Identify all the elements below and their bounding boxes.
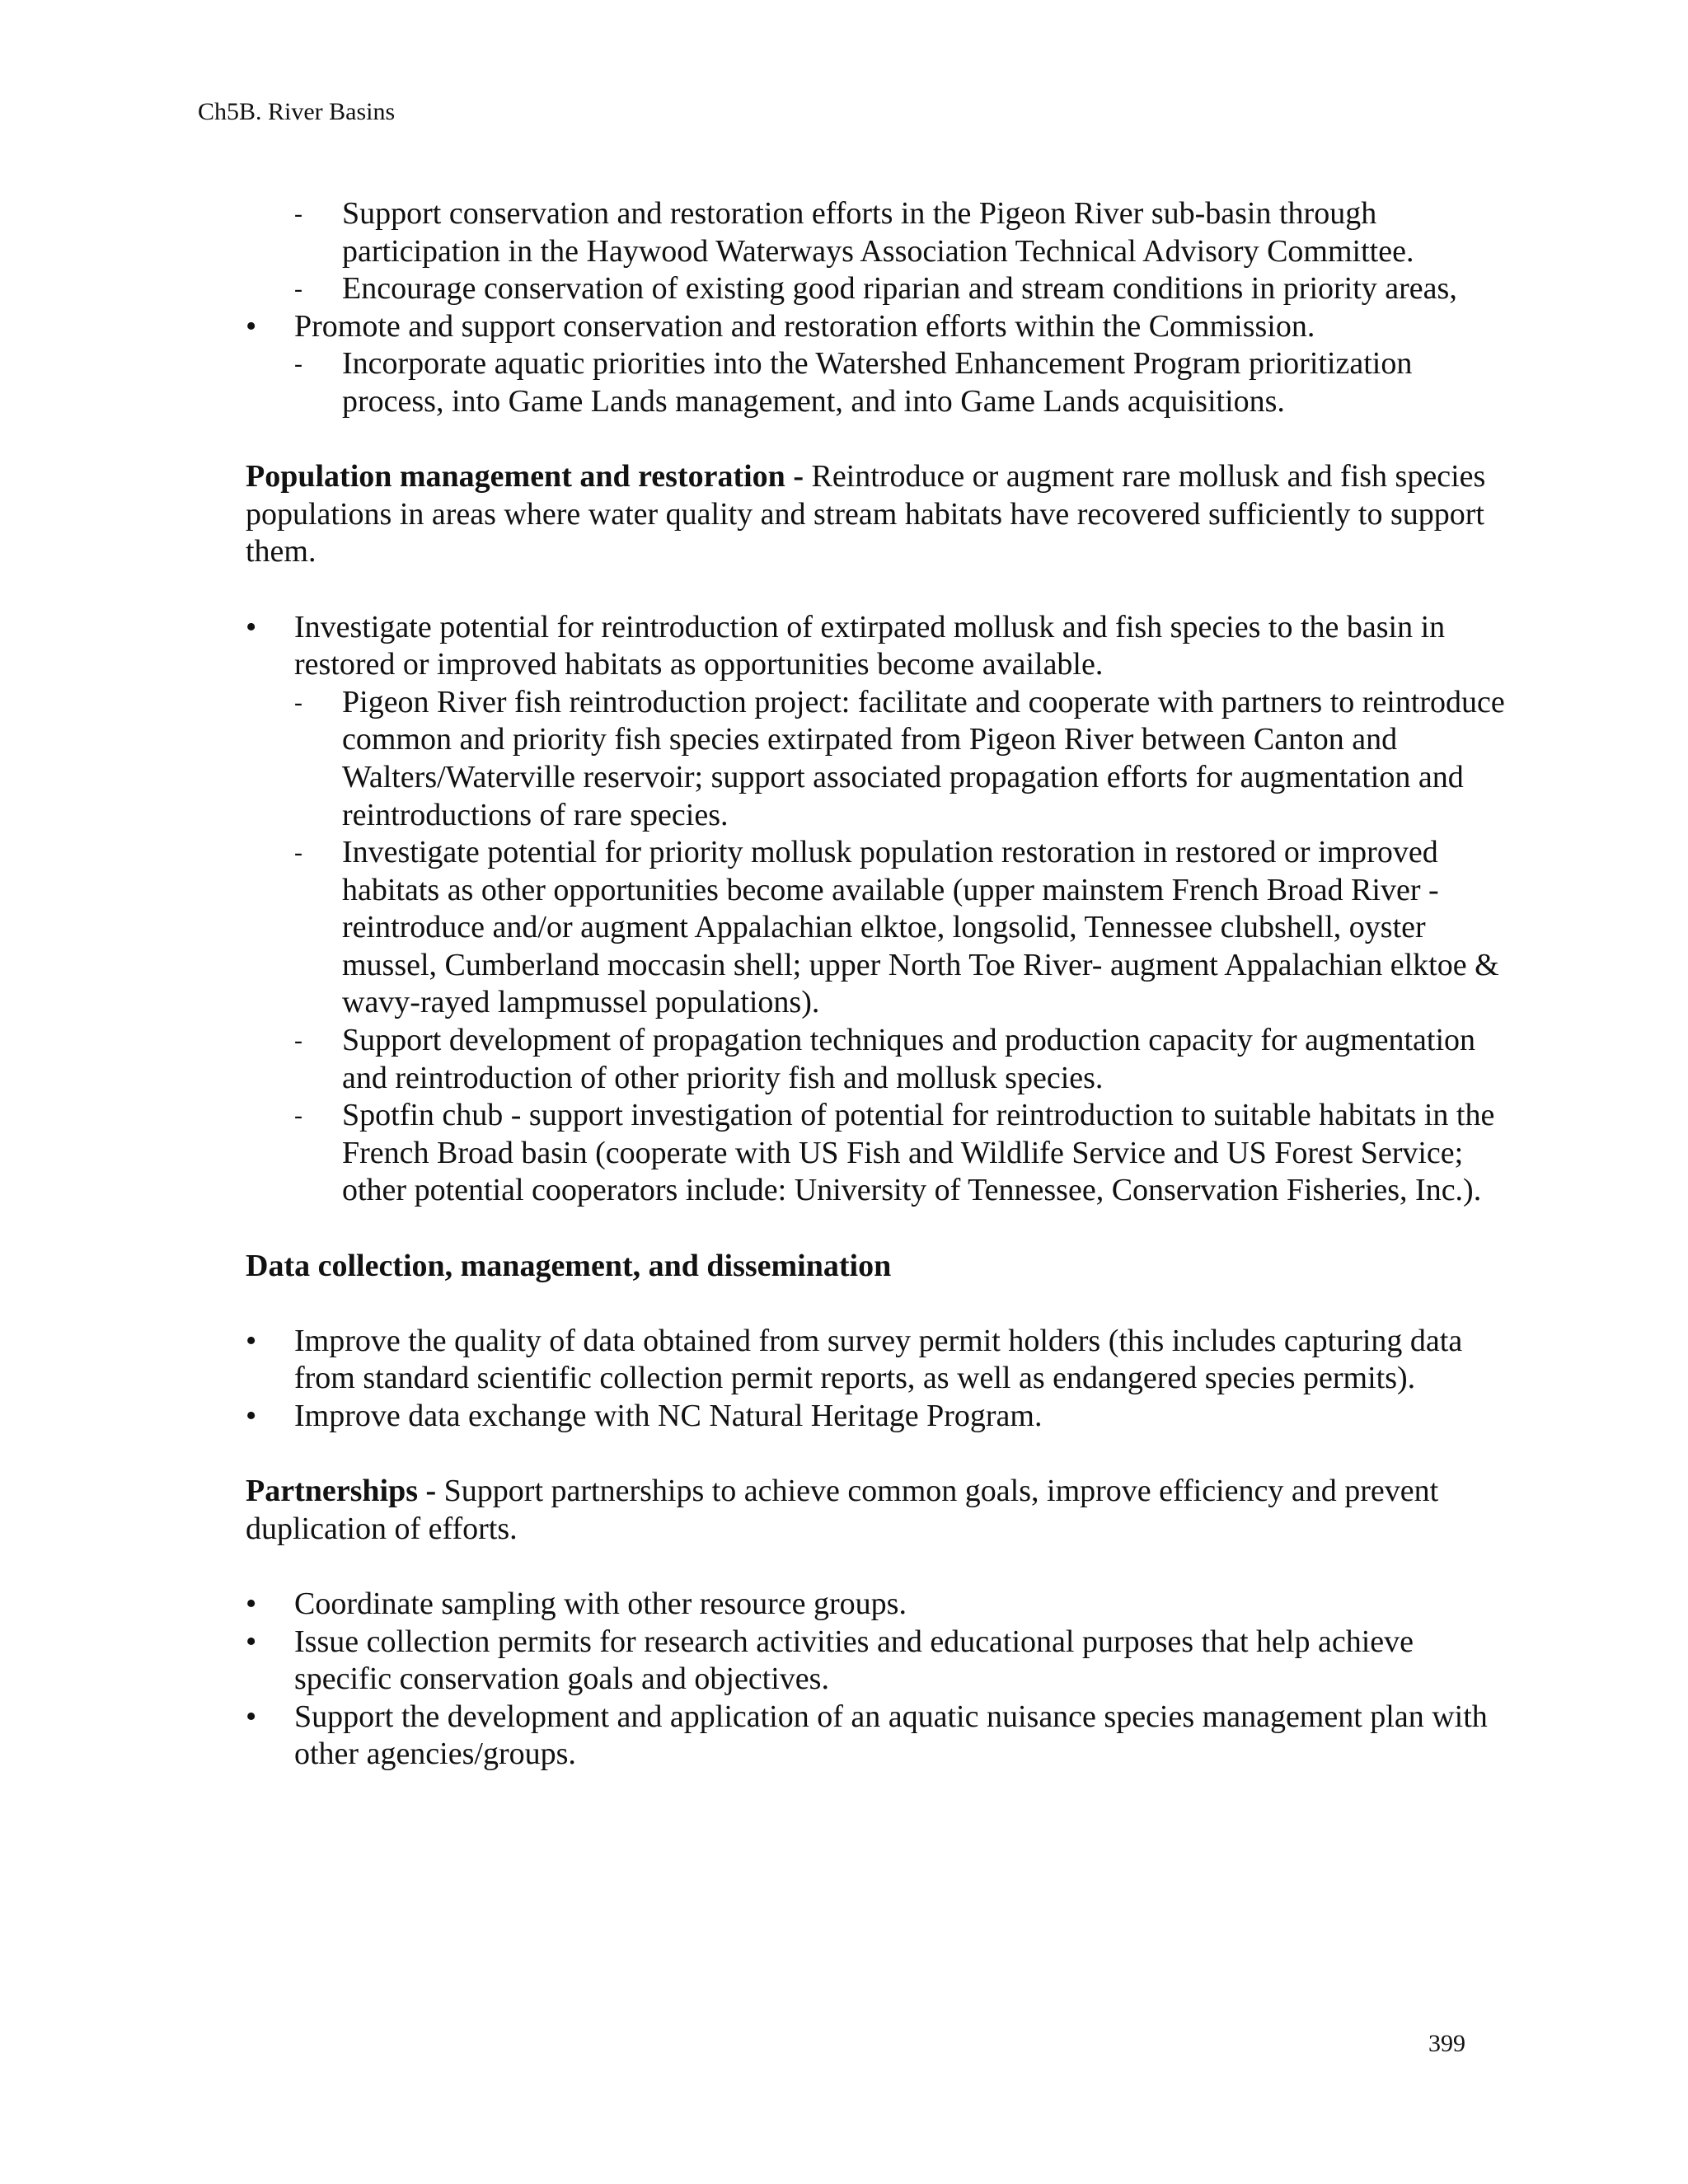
list-item	[246, 270, 1515, 308]
list-item-text: Support the development and application of an aquatic nuisance species management plan with other agencies/groups.	[294, 1699, 1488, 1772]
list-item-text: Improve the quality of data obtained from survey permit holders (this includes capturing data from standard scientific collection permit reports, as well as endangered species permits).	[294, 1323, 1463, 1396]
population-paragraph	[246, 458, 1515, 571]
list-item	[246, 1022, 1515, 1097]
list-item	[246, 684, 1515, 834]
document-body	[246, 195, 1515, 1774]
dash-marker: -	[294, 275, 302, 303]
list-item	[246, 609, 1515, 684]
dash-marker: -	[294, 839, 302, 867]
list-item	[246, 1097, 1515, 1210]
list-item	[246, 1624, 1515, 1699]
list-item-text: Incorporate aquatic priorities into the Watershed Enhancement Program prioritization process, into Game Lands management, and into Game Lands acquisitions.	[342, 346, 1413, 419]
dash-marker: -	[294, 1027, 302, 1055]
list-item-text: Improve data exchange with NC Natural Heritage Program.	[294, 1399, 1043, 1433]
section-intro-text: Reintroduce or augment rare mollusk and fish species populations in areas where water quality and stream habitats have recovered sufficiently to support them.	[246, 459, 1486, 569]
bullet-marker: •	[246, 1399, 257, 1433]
bullet-marker: •	[246, 1586, 257, 1621]
section-heading-data: Data collection, management, and dissemination	[246, 1248, 892, 1283]
bullet-marker: •	[246, 1323, 257, 1358]
list-item-text: Pigeon River fish reintroduction project: facilitate and cooperate with partners to reintroduce common and priority fish species extirpated from Pigeon River between Canton and Walters/Waterville reservoir; support associated propagation efforts for augmentation and reintroductions of rare species.	[342, 684, 1505, 832]
list-item	[246, 345, 1515, 420]
page-header: Ch5B. River Basins	[198, 98, 396, 125]
list-item	[246, 1586, 1515, 1624]
bullet-marker: •	[246, 609, 257, 644]
list-item	[246, 1323, 1515, 1398]
list-item-text: Support conservation and restoration efforts in the Pigeon River sub-basin through participation in the Haywood Waterways Association Technical Advisory Committee.	[342, 196, 1414, 269]
dash-marker: -	[294, 350, 302, 378]
list-item-text: Encourage conservation of existing good riparian and stream conditions in priority areas,	[342, 271, 1457, 307]
dash-marker: -	[294, 200, 302, 227]
list-item-text: Investigate potential for priority mollusk population restoration in restored or improved habitats as other opportunities become available (upper mainstem French Broad River - reintroduce and/or augment Appalachian elktoe, longsolid, Tennessee clubshell, oyster mussel, Cumberland moccasin shell; upper North Toe River- augment Appalachian elktoe & wavy-rayed lampmussel populations).	[342, 835, 1499, 1020]
partnerships-paragraph	[246, 1473, 1515, 1548]
list-item-text: Spotfin chub - support investigation of potential for reintroduction to suitable habitats in the French Broad basin (cooperate with US Fish and Wildlife Service and US Forest Service; other potential cooperators include: University of Tennessee, Conservation Fisheries, Inc.).	[342, 1098, 1495, 1208]
page-number: 399	[1428, 2030, 1465, 2057]
section-heading-population: Population management and restoration -	[246, 459, 804, 494]
list-item	[246, 1398, 1515, 1436]
list-item-text: Promote and support conservation and restoration efforts within the Commission.	[294, 308, 1315, 344]
list-item	[246, 195, 1515, 270]
section-intro-text: Support partnerships to achieve common goals, improve efficiency and prevent duplication of efforts.	[246, 1474, 1439, 1546]
section-heading-partnerships: Partnerships -	[246, 1474, 437, 1509]
list-item-text: Coordinate sampling with other resource groups.	[294, 1586, 907, 1621]
dash-marker: -	[294, 688, 302, 716]
list-item	[246, 834, 1515, 1022]
list-item	[246, 1699, 1515, 1774]
bullet-marker: •	[246, 308, 257, 344]
list-item	[246, 308, 1515, 346]
list-item-text: Support development of propagation techniques and production capacity for augmentation and reintroduction of other priority fish and mollusk species.	[342, 1023, 1475, 1095]
list-item-text: Investigate potential for reintroduction of extirpated mollusk and fish species to the basin in restored or improved habitats as opportunities become available.	[294, 609, 1446, 682]
dash-marker: -	[294, 1102, 302, 1130]
list-item-text: Issue collection permits for research activities and educational purposes that help achieve specific conservation goals and objectives.	[294, 1624, 1414, 1697]
bullet-marker: •	[246, 1699, 257, 1734]
bullet-marker: •	[246, 1624, 257, 1659]
